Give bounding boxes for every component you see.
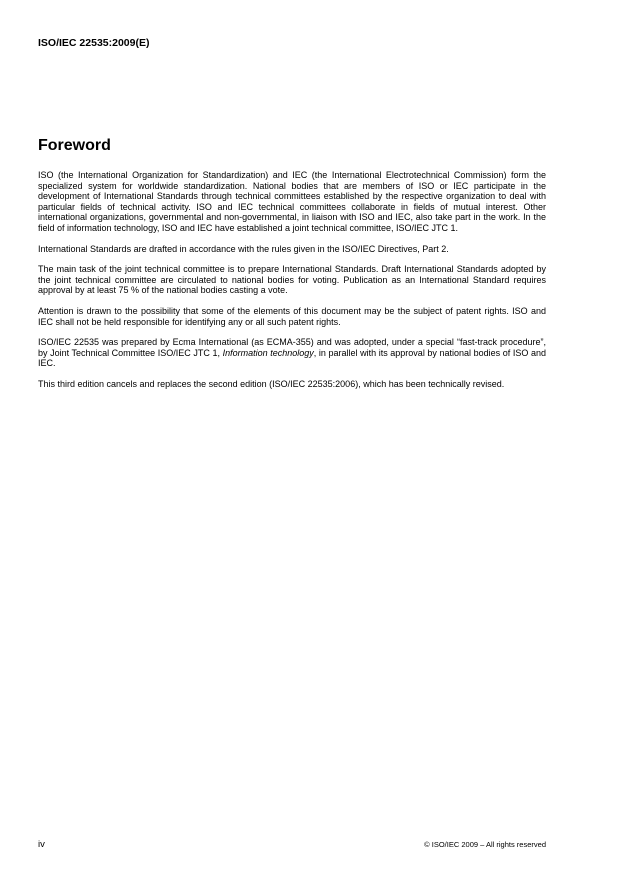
paragraph-directives: International Standards are drafted in accordance with the rules given in the ISO/IEC Directives, Part 2.: [38, 243, 449, 254]
copyright-notice: © ISO/IEC 2009 – All rights reserved: [424, 840, 546, 849]
section-title: Foreword: [38, 137, 111, 154]
paragraph-preparation: [38, 337, 546, 369]
paragraph-preparation-part1: ISO/IEC 22535 was prepared by Ecma International (as ECMA-355) and was adopted, under a special “fast-track procedure”, by Joint Technical Committee ISO/IEC JTC 1,: [38, 337, 546, 358]
foreword-body: [38, 170, 546, 400]
paragraph-preparation-part2: , in parallel with its approval by national bodies of ISO and IEC.: [38, 347, 546, 369]
paragraph-preparation-italic: Information technology: [222, 347, 314, 358]
document-identifier: ISO/IEC 22535:2009(E): [38, 37, 150, 49]
page-number: iv: [38, 839, 45, 850]
paragraph-patent-rights: Attention is drawn to the possibility that some of the elements of this document may be the subject of patent rights. ISO and IEC shall not be held responsible for identifying any or all such patent rights.: [38, 305, 546, 327]
paragraph-organizations: ISO (the International Organization for Standardization) and IEC (the International Electrotechnical Commission) form the specialized system for worldwide standardization. National bodies that are members of ISO or IEC participate in the development of International Standards through technical committees established by the respective organization to deal with particular fields of technical activity. ISO and IEC technical committees collaborate in fields of mutual interest. Other international organizations, governmental and non-governmental, in liaison with ISO and IEC, also take part in the work. In the field of information technology, ISO and IEC have established a joint technical committee, ISO/IEC JTC 1.: [38, 170, 546, 233]
paragraph-edition: This third edition cancels and replaces the second edition (ISO/IEC 22535:2006), which has been technically revised.: [38, 378, 505, 389]
paragraph-main-task: The main task of the joint technical committee is to prepare International Standards. Draft International Standards adopted by the joint technical committee are circulated to national bodies for voting. Publication as an International Standard requires approval by at least 75 % of the national bodies casting a vote.: [38, 264, 546, 296]
